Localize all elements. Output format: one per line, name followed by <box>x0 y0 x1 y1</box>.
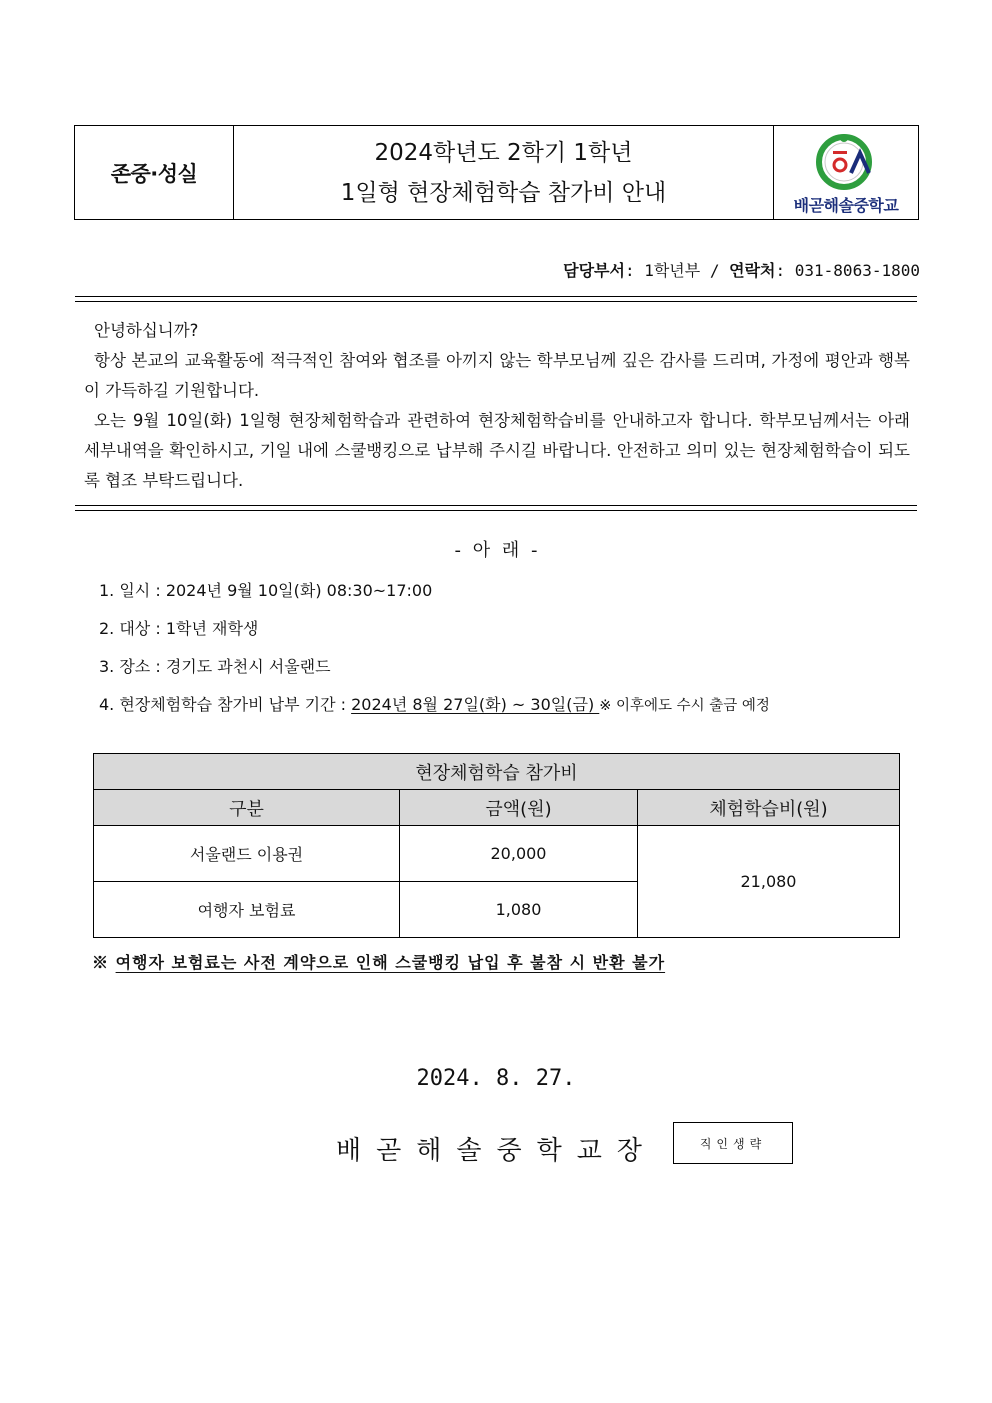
fee-item-amount: 20,000 <box>400 826 638 882</box>
principal-signature: 배곧해솔중학교장 <box>336 1136 657 1166</box>
title-line-1: 2024학년도 2학기 1학년 <box>374 139 633 166</box>
phone-label: 연락처 <box>729 261 776 280</box>
fee-table-caption: 현장체험학습 참가비 <box>94 754 900 790</box>
phone-value: : 031-8063-1800 <box>775 261 920 280</box>
fee-total: 21,080 <box>638 826 900 938</box>
fee-item-name: 서울랜드 이용권 <box>94 826 400 882</box>
notice-text: 여행자 보험료는 사전 계약으로 인해 스쿨뱅킹 납입 후 불참 시 반환 불가 <box>115 953 666 972</box>
payment-period-prefix: 4. 현장체험학습 참가비 납부 기간 : <box>99 695 352 714</box>
list-item-place: 3. 장소 : 경기도 과천시 서울랜드 <box>99 657 331 676</box>
fee-table-header-category: 구분 <box>94 790 400 826</box>
fee-table <box>93 753 900 938</box>
section-heading: - 아 래 - <box>454 540 538 561</box>
document-header <box>74 125 919 220</box>
document-title <box>234 126 774 219</box>
intro-text <box>84 316 910 496</box>
dept-value: : 1학년부 / <box>624 261 730 280</box>
contact-info <box>563 258 920 281</box>
school-logo <box>774 126 918 219</box>
divider-top <box>75 296 917 302</box>
detail-list <box>99 576 770 728</box>
fee-item-name: 여행자 보험료 <box>94 882 400 938</box>
notice-mark: ※ <box>92 953 116 972</box>
school-motto: 존중·성실 <box>75 126 234 219</box>
greeting: 안녕하십니까? <box>94 321 199 340</box>
title-line-2: 1일형 현장체험학습 참가비 안내 <box>340 179 667 206</box>
intro-paragraph-2: 오는 9월 10일(화) 1일형 현장체험학습과 관련하여 현장체험학습비를 안내하고자 합니다. 학부모님께서는 아래 세부내역을 확인하시고, 기일 내에 스쿨뱅킹으로 납부해 주시길 바랍니다. 안전하고 의미 있는 현장체험학습이 되도록 협조 부탁드립니다. <box>84 411 910 490</box>
issue-date: 2024. 8. 27. <box>416 1066 576 1091</box>
dept-label: 담당부서 <box>563 261 625 280</box>
fee-table-header-total: 체험학습비(원) <box>638 790 900 826</box>
table-row <box>94 826 900 882</box>
list-item-target: 2. 대상 : 1학년 재학생 <box>99 619 259 638</box>
intro-paragraph-1: 항상 본교의 교육활동에 적극적인 참여와 협조를 아끼지 않는 학부모님께 깊은 감사를 드리며, 가정에 평안과 행복이 가득하길 기원합니다. <box>84 351 910 400</box>
list-item-datetime: 1. 일시 : 2024년 9월 10일(화) 08:30~17:00 <box>99 581 433 600</box>
fee-item-amount: 1,080 <box>400 882 638 938</box>
list-item-payment-period <box>99 690 770 728</box>
refund-notice <box>92 950 665 973</box>
divider-bottom <box>75 505 917 511</box>
fee-table-header-amount: 금액(원) <box>400 790 638 826</box>
seal-omitted-box: 직인생략 <box>673 1122 793 1164</box>
school-logo-name: 배곧해솔중학교 <box>793 196 899 215</box>
payment-period-note: ※ 이후에도 수시 출금 예정 <box>599 698 770 714</box>
school-emblem-icon <box>811 131 881 191</box>
payment-period-dates: 2024년 8월 27일(화) ~ 30일(금) <box>351 695 600 714</box>
